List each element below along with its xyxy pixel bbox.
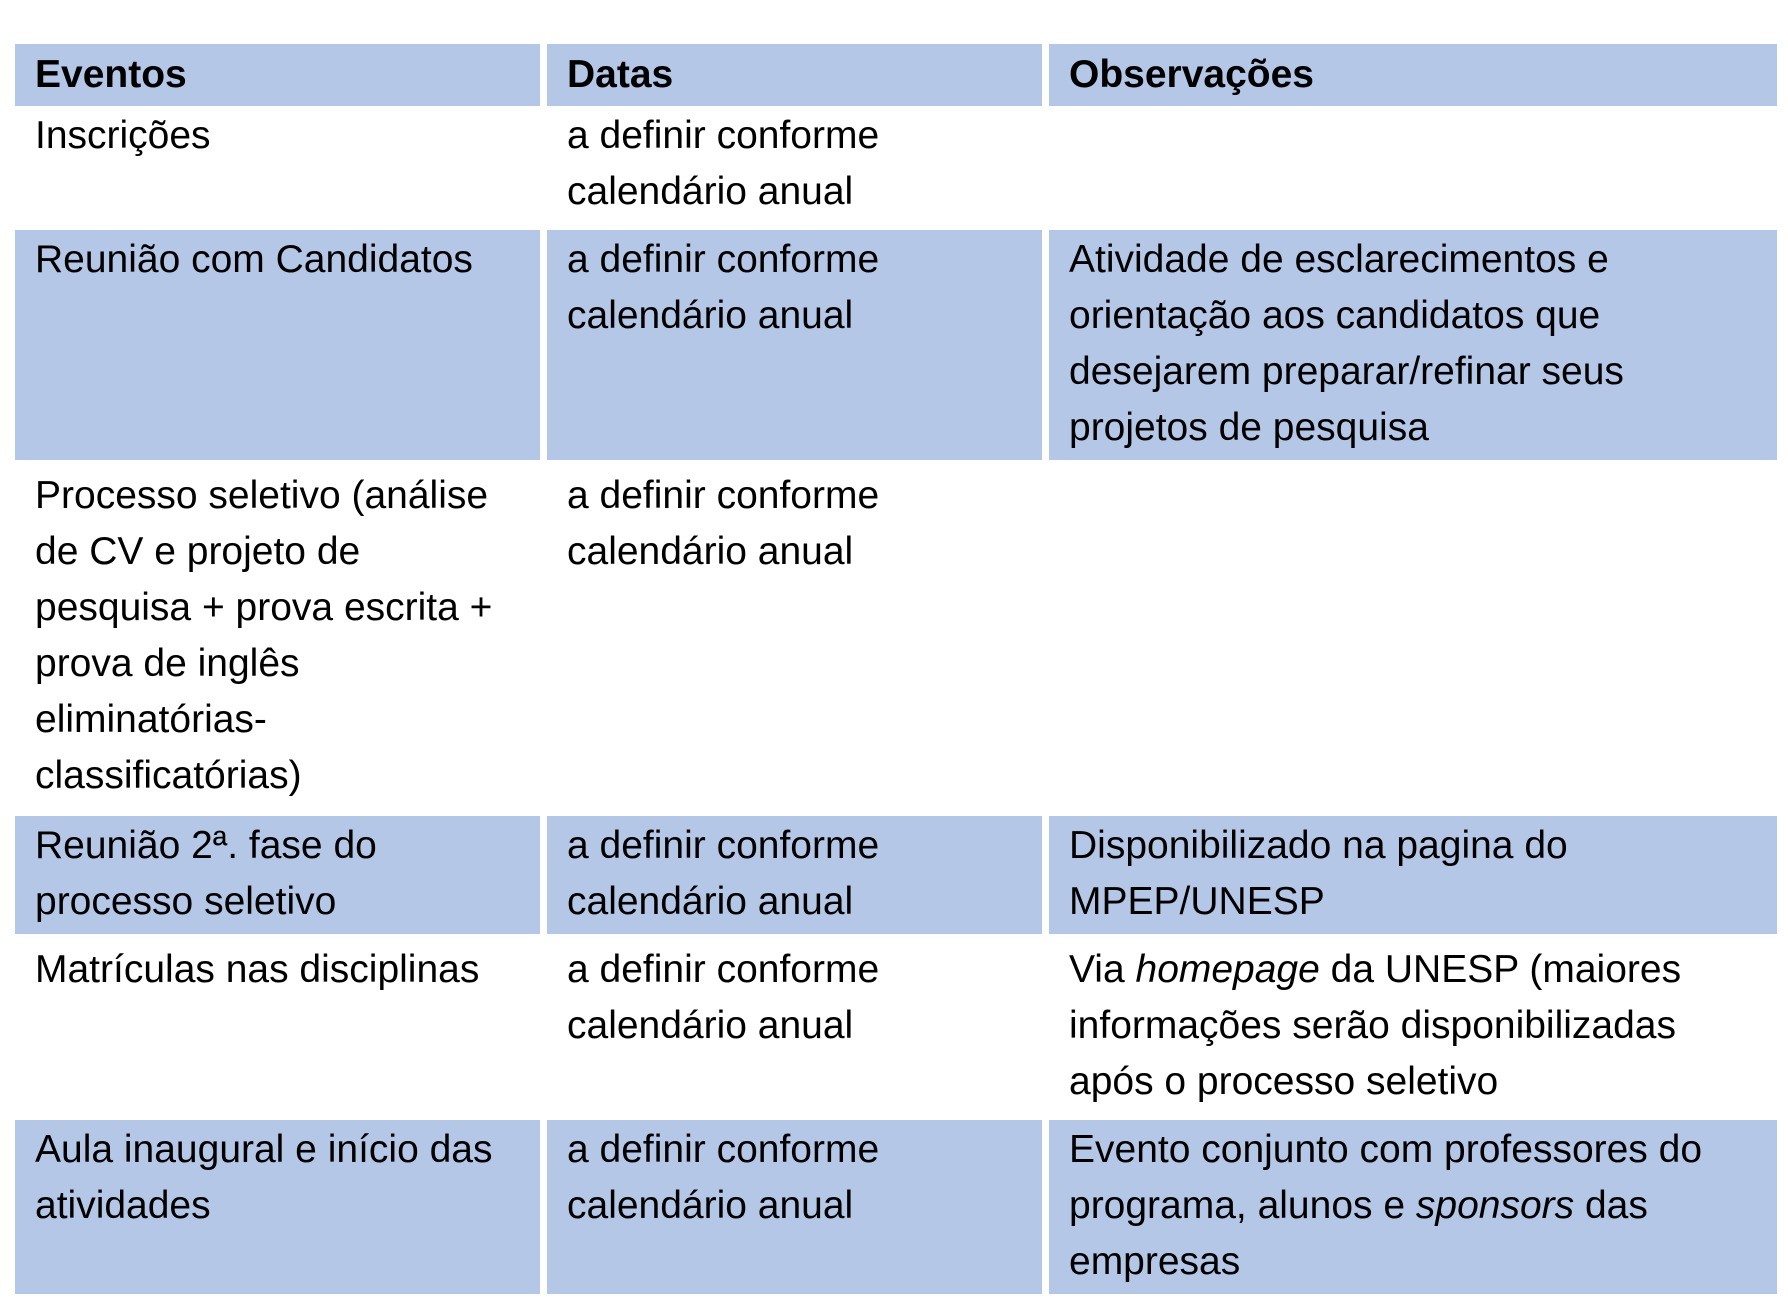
events-schedule-table — [8, 44, 1784, 1294]
cell-observacoes — [1049, 106, 1777, 224]
cell-observacoes — [1049, 934, 1777, 1114]
observacao-text: das empresas — [1069, 1184, 1648, 1283]
observacao-text: Atividade de esclarecimentos e orientação aos candidatos que desejarem preparar/refinar seus projetos de pesquisa — [1069, 238, 1624, 449]
cell-observacoes — [1049, 810, 1777, 934]
header-eventos: Eventos — [15, 44, 540, 106]
table-row — [15, 1114, 1777, 1294]
table-row — [15, 934, 1777, 1114]
table-row — [15, 810, 1777, 934]
cell-evento: Reunião com Candidatos — [15, 224, 540, 460]
cell-datas: a definir conforme calendário anual — [547, 810, 1042, 934]
observacao-text: Via — [1069, 948, 1136, 991]
table-row — [15, 106, 1777, 224]
cell-evento: Aula inaugural e início das atividades — [15, 1114, 540, 1294]
cell-datas: a definir conforme calendário anual — [547, 934, 1042, 1114]
cell-observacoes — [1049, 224, 1777, 460]
cell-observacoes — [1049, 1114, 1777, 1294]
cell-datas: a definir conforme calendário anual — [547, 106, 1042, 224]
cell-observacoes — [1049, 460, 1777, 810]
table-row — [15, 460, 1777, 810]
observacao-text: da UNESP (maiores informações serão disponibilizadas após o processo seletivo — [1069, 948, 1682, 1103]
cell-datas: a definir conforme calendário anual — [547, 1114, 1042, 1294]
observacao-text: Evento conjunto com professores do programa, alunos e — [1069, 1128, 1703, 1227]
cell-datas: a definir conforme calendário anual — [547, 224, 1042, 460]
header-datas: Datas — [547, 44, 1042, 106]
cell-datas: a definir conforme calendário anual — [547, 460, 1042, 810]
table-header-row — [15, 44, 1777, 106]
header-observacoes: Observações — [1049, 44, 1777, 106]
cell-evento: Processo seletivo (análise de CV e projeto de pesquisa + prova escrita + prova de inglês eliminatórias- classificatórias) — [15, 460, 540, 810]
observacao-italic-text: sponsors — [1415, 1184, 1575, 1227]
observacao-text: Disponibilizado na pagina do MPEP/UNESP — [1069, 824, 1568, 923]
cell-evento: Inscrições — [15, 106, 540, 224]
observacao-italic-text: homepage — [1135, 948, 1320, 991]
cell-evento: Matrículas nas disciplinas — [15, 934, 540, 1114]
table-row — [15, 224, 1777, 460]
cell-evento: Reunião 2ª. fase do processo seletivo — [15, 810, 540, 934]
